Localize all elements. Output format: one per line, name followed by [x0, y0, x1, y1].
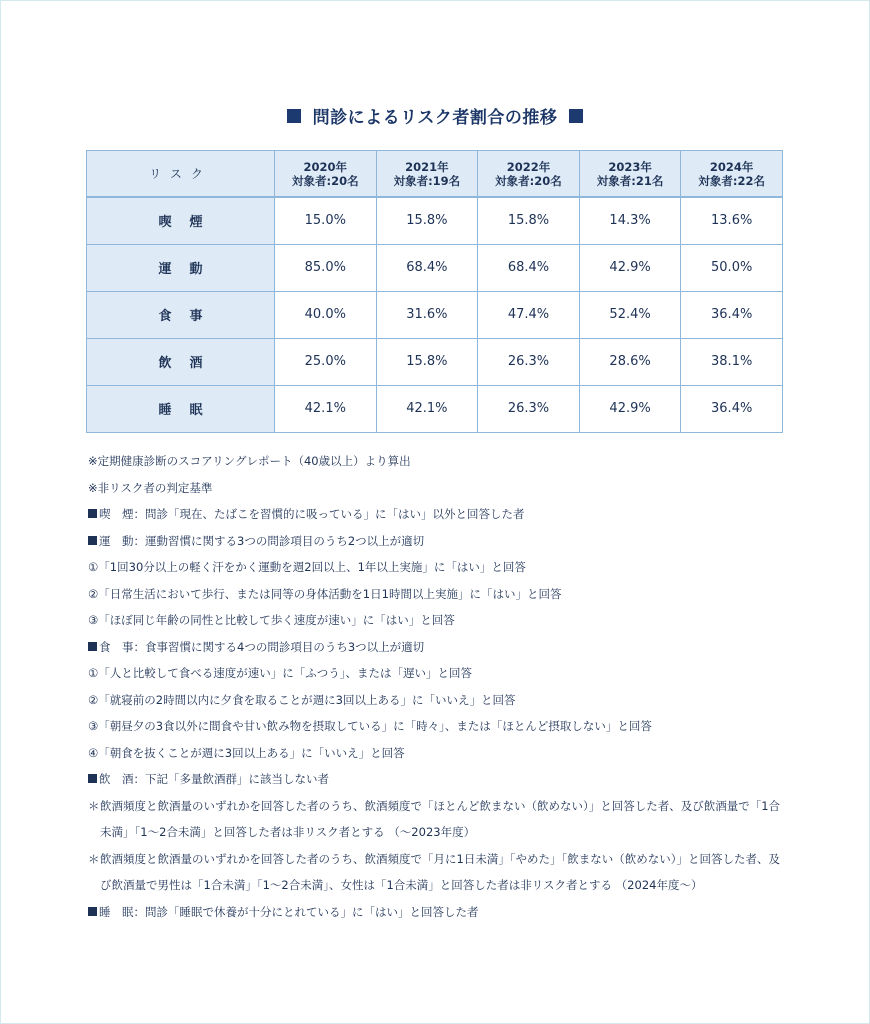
table-cell: 36.4% — [681, 291, 783, 338]
bullet-square-icon — [88, 774, 97, 783]
note-exercise-3: ③「ほぼ同じ年齢の同性と比較して歩く速度が速い」に「はい」と回答 — [88, 613, 455, 627]
note-text: 飲 酒：下記「多量飲酒群」に該当しない者 — [99, 772, 329, 786]
note-drinking-1 — [88, 793, 788, 846]
notes-section — [88, 448, 788, 925]
square-icon — [569, 109, 583, 123]
year-header — [478, 151, 580, 198]
note-exercise-1: ①「1回30分以上の軽く汗をかく運動を週2回以上、1年以上実施」に「はい」と回答 — [88, 560, 526, 574]
row-label-diet: 食事 — [87, 291, 275, 338]
year-label: 2021年 — [405, 159, 449, 174]
target-count: 対象者:21名 — [596, 173, 664, 188]
note-criteria-title: ※非リスク者の判定基準 — [88, 480, 213, 495]
table-row — [87, 338, 783, 385]
table-row — [87, 385, 783, 432]
year-label: 2023年 — [608, 159, 652, 174]
table-cell: 15.0% — [275, 197, 377, 244]
row-label-drinking: 飲酒 — [87, 338, 275, 385]
table-cell: 28.6% — [579, 338, 681, 385]
table-row — [87, 197, 783, 244]
year-label: 2022年 — [506, 159, 551, 174]
year-label: 2020年 — [303, 159, 348, 174]
table-cell: 14.3% — [579, 197, 681, 244]
note-diet-3: ③「朝昼夕の3食以外に間食や甘い飲み物を摂取している」に「時々」、または「ほとんど摂取しない」と回答 — [88, 719, 652, 733]
target-count: 対象者:20名 — [291, 173, 359, 188]
bullet-square-icon — [88, 536, 97, 545]
table-cell: 25.0% — [275, 338, 377, 385]
table-cell: 36.4% — [681, 385, 783, 432]
year-header — [275, 151, 377, 198]
asterisk-mark: ＊ — [88, 851, 100, 866]
square-icon — [287, 109, 301, 123]
table-cell: 26.3% — [478, 385, 580, 432]
table-cell: 15.8% — [478, 197, 580, 244]
target-count: 対象者:20名 — [495, 173, 562, 188]
note-text: 食 事：食事習慣に関する4つの問診項目のうち3つ以上が適切 — [99, 639, 425, 654]
year-header — [579, 151, 681, 198]
table-cell: 50.0% — [681, 244, 783, 291]
note-text: 飲酒頻度と飲酒量のいずれかを回答した者のうち、飲酒頻度で「ほとんど飲まない（飲めない）」と回答した者、及び飲酒量で「1合未満」「1～2合未満」と回答した者は非リスク者とする （～2023年度） — [100, 798, 781, 839]
note-diet-4: ④「朝食を抜くことが週に3回以上ある」に「いいえ」と回答 — [88, 745, 405, 760]
note-exercise-2: ②「日常生活において歩行、または同等の身体活動を1日1時間以上実施」に「はい」と回答 — [88, 586, 562, 601]
note-diet-1: ①「人と比較して食べる速度が速い」に「ふつう」、または「遅い」と回答 — [88, 666, 473, 680]
table-cell: 68.4% — [376, 244, 478, 291]
table-row — [87, 244, 783, 291]
bullet-square-icon — [88, 509, 97, 518]
note-exercise — [88, 528, 788, 555]
bullet-square-icon — [88, 642, 97, 651]
table-cell: 38.1% — [681, 338, 783, 385]
table-cell: 42.1% — [275, 385, 377, 432]
table-cell: 85.0% — [275, 244, 377, 291]
note-smoking — [88, 501, 788, 528]
risk-header: リスク — [87, 151, 275, 198]
row-label-exercise: 運動 — [87, 244, 275, 291]
table-cell: 15.8% — [376, 338, 478, 385]
note-text: 運 動：運動習慣に関する3つの問診項目のうち2つ以上が適切 — [99, 533, 425, 548]
table-header-row — [87, 151, 783, 198]
table-cell: 26.3% — [478, 338, 580, 385]
table-cell: 47.4% — [478, 291, 580, 338]
table-cell: 15.8% — [376, 197, 478, 244]
note-drinking — [88, 766, 788, 793]
page-title — [0, 103, 870, 128]
table-row — [87, 291, 783, 338]
note-source: ※定期健康診断のスコアリングレポート（40歳以上）より算出 — [88, 454, 411, 468]
title-text: 問診によるリスク者割合の推移 — [312, 108, 558, 128]
table-cell: 52.4% — [579, 291, 681, 338]
table-cell: 31.6% — [376, 291, 478, 338]
note-text: 睡 眠：問診「睡眠で休養が十分にとれている」に「はい」と回答した者 — [99, 904, 479, 919]
note-diet-2: ②「就寝前の2時間以内に夕食を取ることが週に3回以上ある」に「いいえ」と回答 — [88, 692, 516, 707]
note-diet — [88, 634, 788, 661]
table-cell: 68.4% — [478, 244, 580, 291]
risk-table — [86, 150, 783, 433]
year-header — [376, 151, 478, 198]
table-cell: 42.1% — [376, 385, 478, 432]
year-header — [681, 151, 783, 198]
note-sleep — [88, 899, 788, 926]
table-cell: 42.9% — [579, 244, 681, 291]
target-count: 対象者:22名 — [698, 173, 765, 188]
note-text: 飲酒頻度と飲酒量のいずれかを回答した者のうち、飲酒頻度で「月に1日未満」「やめた」「飲まない（飲めない）」と回答した者、及び飲酒量で男性は「1合未満」「1～2合未満」、女性は「1合未満」と回答した者は非リスク者とする （2024年度～） — [100, 851, 781, 892]
row-label-sleep: 睡眠 — [87, 385, 275, 432]
year-label: 2024年 — [709, 159, 754, 174]
table-cell: 40.0% — [275, 291, 377, 338]
table-cell: 42.9% — [579, 385, 681, 432]
bullet-square-icon — [88, 907, 97, 916]
note-text: 喫 煙：問診「現在、たばこを習慣的に吸っている」に「はい」以外と回答した者 — [99, 507, 525, 521]
row-label-smoking: 喫煙 — [87, 197, 275, 244]
asterisk-mark: ＊ — [88, 798, 100, 813]
target-count: 対象者:19名 — [393, 173, 461, 188]
table-cell: 13.6% — [681, 197, 783, 244]
note-drinking-2 — [88, 846, 788, 899]
